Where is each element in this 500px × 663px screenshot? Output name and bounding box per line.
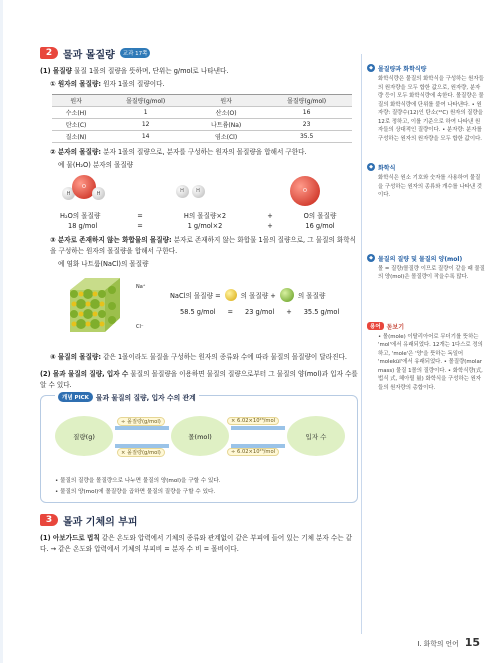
side-vocab: 용어 돋보기 • 몰(mole) 이탈리아어로 무더기를 뜻하는 'mol'에서 유래되었다. 12개는 1다스로 정의하고, 'mole'은 '양'을 뜻하는 독일어 'molekül'에서 유래되었다. • 몰질량(molar mass) 물질 1몰의 질량이다. • 화학식량(式, 법식 式, 헤아릴 量) 화학식을 구성하는 원자들의 원자량의 총합이다. — [367, 322, 485, 393]
paragraph-mol-mass-count: (2) 몰과 물질의 질량, 입자 수 물질의 몰질량을 이용하면 물질의 질량으로부터 그 물질의 양(mol)과 입자 수를 알 수 있다. — [40, 370, 358, 389]
nacl-equation-line1: NaCl의 몰질량 = 의 몰질량 + 의 몰질량 — [170, 288, 325, 302]
section-title: 물과 몰질량 — [63, 49, 115, 61]
section-title: 몰과 기체의 부피 — [63, 516, 138, 528]
page-number: 15 — [464, 636, 480, 649]
side-note-molar-mass: ◆ 몰질량과 화학식량 화학식량은 물질의 화학식을 구성하는 원자들의 원자량을 모두 합한 값으로, 원자량, 분자량 등이 모두 화학식량에 속한다. 몰질량은 물질의 화학식량에 단위를 붙여 나타낸다. • 원자량: 질량수(12)인 탄소(¹²C) 원자의 질량을 12로 정하고, 이를 기준으로 하여 나타낸 원자들의 상대적인 질량이다. • 분자량: 분자를 구성하는 원자의 원자량을 모두 합한 값이다. — [367, 64, 485, 143]
paragraph-molar-mass: (1) 몰질량 물질 1몰의 질량을 뜻하며, 단위는 g/mol로 나타낸다. — [40, 67, 229, 75]
hydrogen-pair — [160, 185, 220, 198]
main-column — [40, 46, 358, 555]
left-margin-bar — [0, 0, 3, 663]
water-equation: H₂O의 몰질량 = H의 몰질량×2 + O의 몰질량 18 g/mol = 1 g/mol×2 + 16 g/mol — [60, 212, 337, 230]
paragraph-atom-molar-mass: ① 원자의 몰질량: 원자 1몰의 질량이다. — [50, 80, 165, 88]
chapter-label: I. 화학의 언어 — [417, 639, 459, 648]
paragraph-compound-molar-mass: ③ 분자로 존재하지 않는 화합물의 몰질량: 분자로 존재하지 않는 화합물 1몰의 질량으로, 그 물질의 화학식을 구성하는 원자의 몰질량을 합해서 구한다. — [50, 236, 357, 255]
side-note-formula: ◆ 화학식 화학식은 원소 기호와 숫자를 사용하여 물질을 구성하는 원자의 종류와 개수를 나타낸 것이다. — [367, 163, 485, 200]
relation-note: • 물질의 양(mol)에 몰질량을 곱하면 물질의 질량을 구할 수 있다. — [55, 489, 216, 495]
oxygen-atom: O — [72, 175, 96, 199]
table-row: 수소(H) 1 산소(O) 16 — [52, 107, 352, 119]
arrow-label: × 몰질량(g/mol) — [117, 448, 165, 457]
side-column — [367, 64, 485, 398]
relation-title: 물과 물질의 질량, 입자 수의 관계 — [95, 394, 196, 402]
arrow-label: × 6.02×10²³/mol — [227, 417, 279, 425]
molar-mass-table — [52, 94, 352, 143]
paragraph-substance-molar-mass: ④ 물질의 몰질량: 같은 1몰이라도 물질을 구성하는 원자의 종류와 수에 따라 물질의 몰질량이 달라진다. — [50, 353, 347, 361]
table-header: 몰질량(g/mol) — [100, 95, 191, 107]
nacl-crystal-icon — [60, 270, 130, 340]
table-header: 원자 — [191, 95, 261, 107]
example-water: 예 물(H₂O) 분자의 몰질량 — [58, 161, 134, 169]
section-3-header — [40, 513, 358, 527]
hydrogen-atom: H — [176, 185, 189, 198]
sodium-ion-icon — [225, 289, 237, 301]
note-bullet-icon: ◆ — [367, 64, 375, 72]
chloride-ion-icon — [280, 288, 294, 302]
table-row: 질소(N) 14 염소(Cl) 35.5 — [52, 131, 352, 143]
water-molecule — [60, 173, 110, 209]
section-2-header — [40, 46, 358, 60]
section-number: 2 — [40, 47, 58, 59]
table-header: 몰질량(g/mol) — [261, 95, 352, 107]
mass-node: 질량(g) — [55, 416, 113, 456]
page-footer — [417, 636, 480, 649]
count-node: 입자 수 — [287, 416, 345, 456]
note-bullet-icon: ◆ — [367, 163, 375, 171]
pick-badge: 개념 PICK — [58, 392, 93, 402]
relation-note: • 물질의 질량을 몰질량으로 나누면 물질의 양(mol)을 구할 수 있다. — [55, 478, 221, 484]
paragraph-molecule-molar-mass: ② 분자의 몰질량: 분자 1몰의 질량으로, 분자를 구성하는 원자의 몰질량을 합해서 구한다. — [50, 148, 307, 156]
note-bullet-icon: ◆ — [367, 254, 375, 262]
nacl-illustration — [40, 270, 358, 350]
section-number: 3 — [40, 514, 58, 526]
arrow-mol-to-count — [231, 426, 285, 430]
table-header: 원자 — [52, 95, 100, 107]
paragraph-avogadro: (1) 아보가드로 법칙 같은 온도와 압력에서 기체의 종류와 관계없이 같은 부피에 들어 있는 기체 분자 수는 같다. → 같은 온도와 압력에서 기체의 부피비 = 분자 수 비 = 몰비이다. — [40, 534, 353, 553]
hydrogen-atom: H — [192, 185, 205, 198]
relation-box-header — [55, 392, 199, 402]
column-divider — [361, 54, 362, 634]
arrow-label: ÷ 6.02×10²³/mol — [227, 448, 279, 456]
vocab-tag: 용어 — [367, 322, 384, 330]
water-molecule-illustration — [60, 171, 358, 211]
side-note-mass-mol: ◆ 물질의 질량 및 물질의 양(mol) 몰 = 질량/몰질량 이므로 질량이 같을 때 물질의 양(mol)은 몰질량이 작을수록 많다. — [367, 254, 485, 282]
hydrogen-atom: H — [62, 187, 75, 200]
cl-ion-label: Cl⁻ — [136, 324, 144, 330]
na-ion-label: Na⁺ — [136, 284, 146, 290]
oxygen-atom: O — [290, 176, 320, 206]
example-nacl: 예 염화 나트륨(NaCl)의 몰질량 — [58, 260, 149, 268]
nacl-equation-line2: 58.5 g/mol = 23 g/mol + 35.5 g/mol — [180, 308, 340, 316]
arrow-mass-to-mol — [115, 426, 169, 430]
arrow-label: ÷ 몰질량(g/mol) — [117, 417, 165, 426]
textbook-page-tag: 교과 17쪽 — [120, 48, 151, 58]
hydrogen-atom: H — [92, 187, 105, 200]
relation-diagram-box — [40, 395, 358, 503]
table-row: 탄소(C) 12 나트륨(Na) 23 — [52, 119, 352, 131]
mol-node: 몰(mol) — [171, 416, 229, 456]
